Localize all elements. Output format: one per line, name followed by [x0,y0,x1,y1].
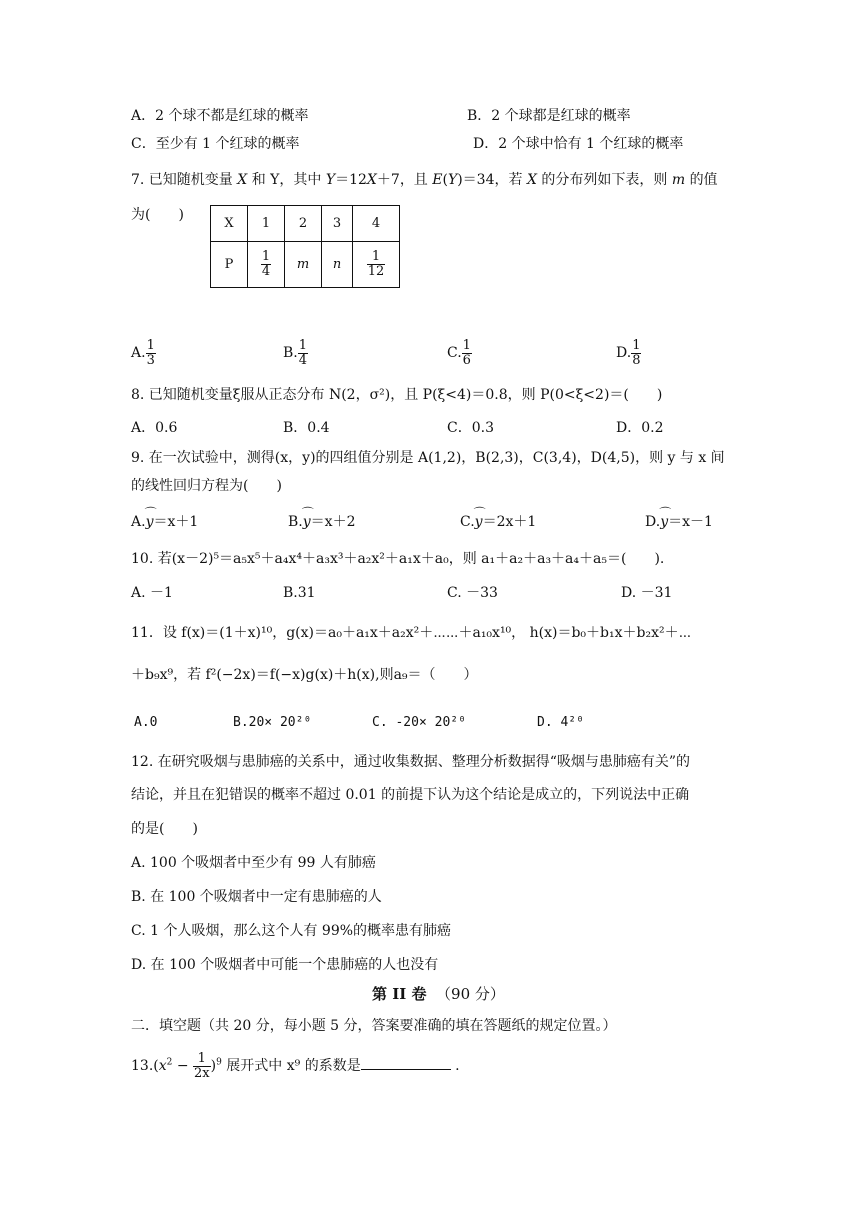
q8-option-a: A．0.6 [131,420,178,436]
q9-option-b: B.⌒ y＝x＋2 [288,512,355,532]
table-cell-p4: $\frac{1}{12}$ [353,242,400,288]
q8-option-d: D．0.2 [616,420,664,436]
q13-stem: $13.(x^2$ − $\frac{1}{2x}$ )$^9$ 展开式中 x⁹ 的系数是 . [131,1050,460,1081]
q7-option-d: D. $\frac{1}{8}$ [616,337,641,368]
q11-option-c: C. -20× 20²⁰ [372,715,466,730]
table-header-3: 3 [322,206,353,242]
table-header-4: 4 [353,206,400,242]
q10-option-a: A. －1 [131,585,173,601]
q12-option-a: A. 100 个吸烟者中至少有 99 人有肺癌 [131,855,376,871]
q12-option-d: D. 在 100 个吸烟者中可能一个患肺癌的人也没有 [131,957,439,973]
q12-stem-line1: 12. 在研究吸烟与患肺癌的关系中，通过收集数据、整理分析数据得“吸烟与患肺癌有关”的 [131,754,691,770]
table-header-x: X [211,206,248,242]
table-cell-p2: m [285,242,322,288]
q8-option-b: B．0.4 [283,420,330,436]
q9-stem-line1: 9. 在一次试验中，测得(x，y)的四组值分别是 A(1,2)，B(2,3)，C(3,4)，D(4,5)，则 y 与 x 间 [131,450,725,466]
table-cell-p3: n [322,242,353,288]
section-2-title: 第 II 卷 （90 分） [372,985,505,1003]
q12-option-b: B. 在 100 个吸烟者中一定有患肺癌的人 [131,889,382,905]
q12-stem-line2: 结论，并且在犯错误的概率不超过 0.01 的前提下认为这个结论是成立的，下列说法中正确 [131,787,690,803]
q11-option-a: A.0 [134,715,158,730]
q12-stem-line3: 的是( ) [131,821,198,837]
q8-option-c: C．0.3 [447,420,494,436]
q9-option-d: D.⌒ y＝x－1 [645,512,713,532]
table-cell-p1: $\frac{1}{4}$ [248,242,285,288]
table-header-2: 2 [285,206,322,242]
q8-stem: 8. 已知随机变量ξ服从正态分布 N(2，σ²)，且 P(ξ<4)＝0.8，则 P(0<ξ<2)＝( ) [131,387,663,403]
q10-stem: 10. 若(x－2)⁵＝a₅x⁵＋a₄x⁴＋a₃x³＋a₂x²＋a₁x＋a₀，则 a₁＋a₂＋a₃＋a₄＋a₅＝( ). [131,551,665,567]
q13-answer-blank [361,1055,451,1070]
table-row-label-p: P [211,242,248,288]
q6-option-b: B．2 个球都是红球的概率 [467,108,631,124]
q7-stem-line2: 为( ) [131,207,184,223]
q11-stem-line1: 11．设 f(x)＝(1＋x)¹⁰，g(x)＝a₀＋a₁x＋a₂x²＋⋯⋯＋a₁₀x¹⁰， h(x)＝b₀＋b₁x＋b₂x²＋⋯ [131,625,692,641]
q7-option-a: A. $\frac{1}{3}$ [131,337,155,368]
q6-option-a: A．2 个球不都是红球的概率 [131,108,309,124]
q7-distribution-table [210,205,400,288]
q9-option-a: A.⌒ y＝x＋1 [131,512,198,532]
q11-option-b: B.20× 20²⁰ [233,715,312,730]
q12-option-c: C. 1 个人吸烟，那么这个人有 99%的概率患有肺癌 [131,923,452,939]
q10-option-c: C. －33 [447,585,498,601]
table-header-1: 1 [248,206,285,242]
q7-option-b: B. $\frac{1}{4}$ [283,337,308,368]
q6-option-c: C．至少有 1 个红球的概率 [131,136,300,152]
q7-option-c: C. $\frac{1}{6}$ [447,337,471,368]
q10-option-d: D. －31 [621,585,673,601]
q9-stem-line2: 的线性回归方程为( ) [131,478,282,494]
q7-stem: 7. 已知随机变量 X 和 Y，其中 Y＝12X＋7，且 E(Y)＝34，若 X 的分布列如下表，则 m 的值 [131,172,718,188]
q9-option-c: C.⌒ y＝2x＋1 [460,512,536,532]
q11-option-d: D. 4²⁰ [537,715,584,730]
section-2-instructions: 二．填空题（共 20 分，每小题 5 分，答案要准确的填在答题纸的规定位置。） [131,1018,617,1034]
q6-option-d: D．2 个球中恰有 1 个红球的概率 [473,136,684,152]
q10-option-b: B.31 [283,585,316,601]
q11-stem-line2: ＋b₉x⁹，若 f²(−2x)＝f(−x)g(x)＋h(x),则a₉＝（ ） [131,667,478,683]
